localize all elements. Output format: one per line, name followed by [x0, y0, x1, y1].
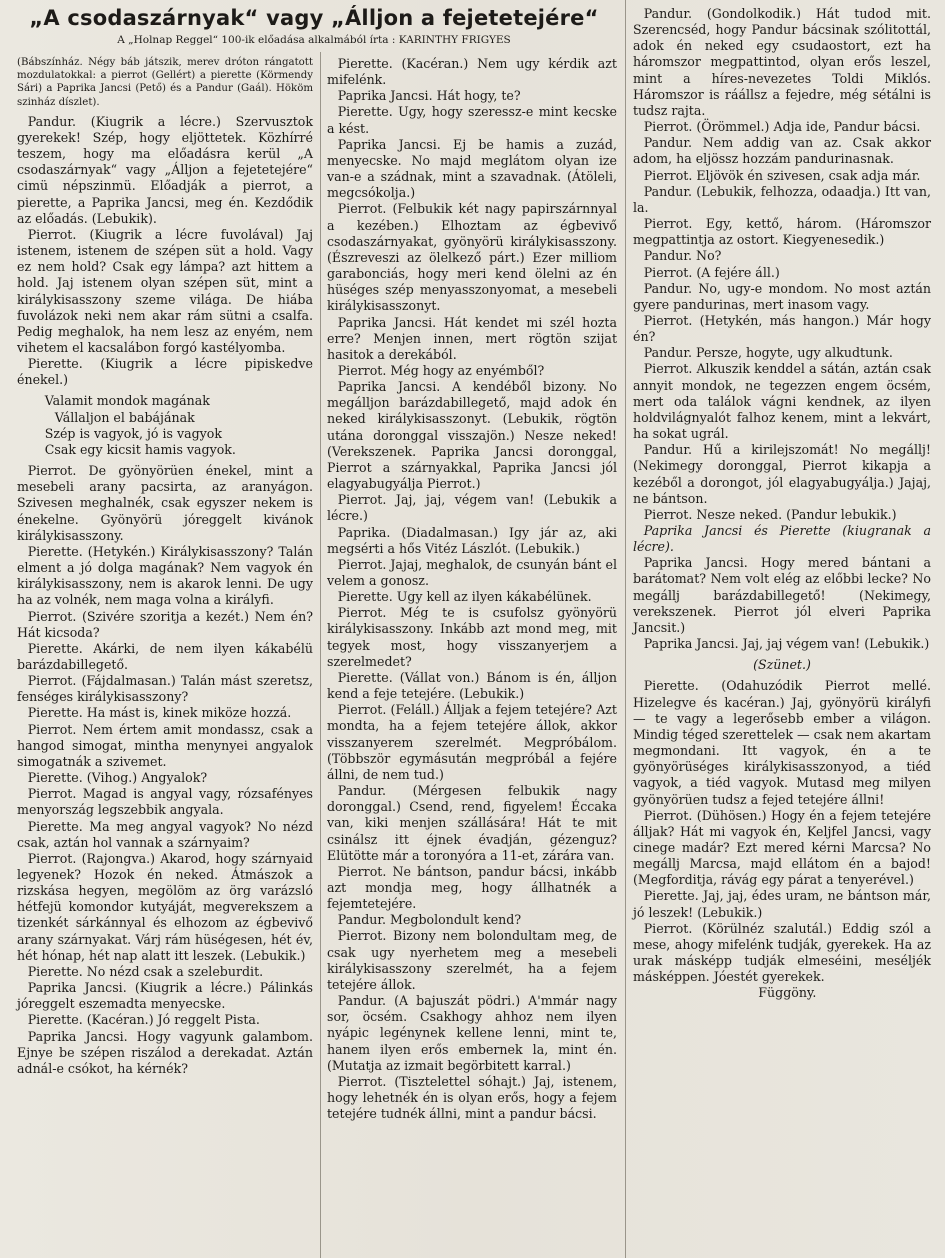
- dialogue-line: Pandur. No, ugy-e mondom. No most aztán gyere pandurinas, mert inasom vagy.: [633, 280, 931, 312]
- dialogue-line: Pierrot. Alkuszik kenddel a sátán, aztán csak annyit mondok, ne tegezzen engem öcsém, mert oda találok vágni kendnek, az ilyen holdvilágnyalót falhoz kenem, mint a lekvárt, ha sokat ugrál.: [633, 361, 931, 442]
- dialogue-line: Pierrot. (Tisztelettel sóhajt.) Jaj, istenem, hogy lehetnék én is olyan erős, hogy a fejem tetejére tudnék állni, mint a pandur bácsi.: [327, 1073, 617, 1122]
- dialogue-line: Pierette. No nézd csak a szeleburdit.: [27, 963, 264, 979]
- dialogue-line: Paprika Jancsi. (Kiugrik a lécre.) Pálinkás jóreggelt eszemadta menyecske.: [17, 980, 313, 1012]
- dialogue-line: Paprika Jancsi. Ej be hamis a zuzád, menyecske. No majd meglátom olyan ize van-e a szádnak, mint a szavadnak. (Átöleli, megcsókolja.): [327, 136, 617, 201]
- dialogue-line: Pierrot. (Körülnéz szalutál.) Eddig szól a mese, ahogy mifelénk tudják, gyerekek. Ha az urak másképp tudják elmeséini, meséljék másképpen. Jóestét gyerekek.: [633, 920, 931, 985]
- dialogue-line: Pierrot. Jaj, jaj, végem van! (Lebukik a lécre.): [327, 492, 617, 524]
- dialogue-line: Pierrot. Egy, kettő, három. (Háromszor megpattintja az ostort. Kiegyenesedik.): [633, 216, 931, 248]
- dialogue-line: Pandur. (Kiugrik a lécre.) Szervusztok gyerekek! Szép, hogy eljöttetek. Közhírré teszem, hogy ma előadásra kerül „A csodaszárnyak“ vagy „Álljon a fejetetejére“ cimü népszinmü. Előadják a pierrot, a pierette, a Paprika Jancsi, meg én. Kezdődik az előadás. (Lebukik).: [17, 113, 313, 226]
- dialogue-line: Pierette. Ha mást is, kinek miköze hozzá.: [27, 705, 292, 721]
- dialogue-line: Pierrot. (Feláll.) Álljak a fejem tetejére? Azt mondta, ha a fejem tetejére állok, akkor visszanyerem szerelmét. Megpróbálom. (Többször egymásután megpróbál a fejére állni, de nem tud.): [327, 702, 617, 782]
- intro-paragraph: (Bábszínház. Négy báb játszik, merev dróton rángatott mozdulatokkal: a pierrot (Gellért) a pierette (Körmendy Sári) a Paprika Jancsi (Pető) és a Pandur (Gaál). Hököm szinház díszlet).: [17, 57, 313, 108]
- dialogue-line: Pandur. (Gondolkodik.) Hát tudod mit. Szerencséd, hogy Pandur bácsinak szólitottál, adok én neked egy csudaostort, ezt ha háromszor megpattintod, olyan erős leszel, mint a híres-nevezetes Toldi Miklós. Háromszor is ráállsz a fejedre, még sétálni is tudsz rajta.: [633, 6, 931, 118]
- dialogue-line: Pierette. (Odahuzódik Pierrot mellé. Hizelegve és kacéran.) Jaj, gyönyörü királyfi — te vagy a legerősebb ember a világon. Mindig téged szerettelek — csak nem akartam megmondani. Itt vagyok, én a te gyönyörüséges királykisasszonyod, a tiéd vagyok, a tiéd vagyok. Mutasd meg milyen gyönyörüen tudsz a fejed tetejére állni!: [633, 678, 931, 807]
- dialogue-line: Pierrot. (Felbukik két nagy papirszárnnyal a kezében.) Elhoztam az égbevivő csodaszárnyakat, gyönyörü királykisasszony. (Észreveszi az ölelkező párt.) Ezer milliom garabonciás, hogy meri kend ölelni az én hüséges szép menyasszonyomat, a mesebeli királykisasszonyt.: [327, 201, 617, 314]
- dialogue-line: Pierrot. Eljövök én szivesen, csak adja már.: [643, 167, 921, 183]
- column-rule-1: [320, 52, 321, 1258]
- dialogue-line: Pandur. (Mérgesen felbukik nagy doronggal.) Csend, rend, figyelem! Éccaka van, kiki menjen szállására! Hát te mit csinálsz itt éjnek évadján, gézenguz? Elütötte már a toronyóra a 11-et, zárára van.: [327, 783, 617, 863]
- dialogue-line: Pandur. Hű a kirilejszomát! No megállj! (Nekimegy doronggal, Pierrot kikapja a kezéből a dorongot, jól elagyabugyálja.) Jajaj, ne bántson.: [633, 442, 931, 506]
- dialogue-line: Paprika. (Diadalmasan.) Igy jár az, aki megsérti a hős Vitéz Lászlót. (Lebukik.): [327, 524, 617, 556]
- article-title: „A csodaszárnyak“ vagy „Álljon a fejetetejére“: [29, 6, 599, 30]
- song-line: Csak egy kicsit hamis vagyok.: [44, 441, 236, 457]
- dialogue-line: Pierrot. De gyönyörüen énekel, mint a mesebeli arany pacsirta, az aranyágon. Szivesen meghalnék, csak egyszer nekem is énekelne. Gyönyörü jóreggelt kivánok királykisasszony.: [17, 463, 313, 543]
- dialogue-line: Pandur. (Lebukik, felhozza, odaadja.) Itt van, la.: [633, 183, 931, 215]
- dialogue-line: Pierrot. Magad is angyal vagy, rózsafényes menyország legszebbik angyala.: [17, 786, 313, 818]
- column-1: [17, 56, 313, 1077]
- curtain-ending: Függöny.: [758, 985, 817, 1001]
- dialogue-line: Pierette. Ma meg angyal vagyok? No nézd csak, aztán hol vannak a szárnyaim?: [17, 818, 313, 850]
- dialogue-line: Pierette. (Hetykén.) Királykisasszony? Talán elment a jó dolga magának? Nem vagyok én királykisasszony, nem is akarok lenni. De ugy ha az volnék, nem maga volna a királyfi.: [17, 543, 313, 608]
- dialogue-line: Pandur. Persze, hogyte, ugy alkudtunk.: [643, 345, 893, 361]
- dialogue-line: Pierette. (Vihog.) Angyalok?: [27, 770, 208, 786]
- dialogue-line: Paprika Jancsi. Hát hogy, te?: [337, 88, 521, 104]
- dialogue-line: Pierrot. (Kiugrik a lécre fuvolával) Jaj istenem, istenem de szépen süt a hold. Vagy ez nem hold? Csak egy lámpa? azt hittem a hold. Jaj istenem olyan szépen süt, mint a királykisasszony szeme világa. De hiába fuvolázok neki nem akar rám sütni a csalfa. Pedig meghalok, ha nem lesz az enyém, nem vihetem el kacsalábon forgó kastélyomba.: [17, 226, 313, 355]
- column-rule-2: [625, 0, 626, 1258]
- dialogue-line: Pierrot. Bizony nem bolondultam meg, de csak ugy nyerhetem meg a mesebeli királykisasszony szerelmét, ha a fejem tetejére állok.: [327, 928, 617, 992]
- dialogue-line: Pierette. Akárki, de nem ilyen kákabélü barázdabillegető.: [17, 640, 313, 672]
- dialogue-line: Pierrot. Még hogy az enyémből?: [337, 362, 545, 378]
- article-byline: A „Holnap Reggel“ 100-ik előadása alkalmából írta : KARINTHY FRIGYES: [117, 34, 511, 46]
- stage-direction: Paprika Jancsi és Pierette (kiugranak a lécre).: [633, 523, 931, 555]
- dialogue-line: Paprika Jancsi. Hát kendet mi szél hozta erre? Menjen innen, mert rögtön szijat hasitok a derekából.: [327, 314, 617, 362]
- dialogue-line: Pandur. No?: [643, 248, 722, 264]
- dialogue-line: Pierette. Ugy kell az ilyen kákabélünek.: [337, 589, 592, 605]
- dialogue-line: Pandur. (A bajuszát pödri.) A'mmár nagy sor, öcsém. Csakhogy ahhoz nem ilyen nyápic legénynek kellene lenni, mint te, hanem ilyen erős embernek la, mint én. (Mutatja az izmait begörbitett karral.): [327, 993, 617, 1073]
- dialogue-line: Pierrot. Ne bántson, pandur bácsi, inkább azt mondja meg, hogy állhatnék a fejemtetejére.: [327, 863, 617, 912]
- dialogue-line: Pierrot. (Dühösen.) Hogy én a fejem tetejére álljak? Hát mi vagyok én, Keljfel Jancsi, vagy cinege madár? Ezt mered kérni Marcsa? No megállj Marcsa, majd ellátom én a bajod! (Megforditja, rávág egy párat a tenyerével.): [633, 807, 931, 888]
- dialogue-line: Pandur. Megbolondult kend?: [337, 912, 522, 928]
- dialogue-line: Pierrot. Jajaj, meghalok, de csunyán bánt el velem a gonosz.: [327, 556, 617, 588]
- dialogue-line: Pandur. Nem addig van az. Csak akkor adom, ha eljössz hozzám pandurinasnak.: [633, 135, 931, 167]
- dialogue-line: Paprika Jancsi. A kendéből bizony. No megálljon barázdabillegető, majd adok én neked királykisasszonyt. (Lebukik, rögtön utána doronggal visszajön.) Nesze neked! (Verekszenek. Paprika Jancsi doronggal, Pierrot a szárnyakkal, Paprika Jancsi jól elagyabugyálja Pierrot.): [327, 379, 617, 492]
- dialogue-line: Pierrot. (A fejére áll.): [643, 264, 780, 280]
- dialogue-line: Pierette. (Kiugrik a lécre pipiskedve énekel.): [17, 356, 313, 388]
- song-line: Valamit mondok magának: [44, 393, 210, 409]
- dialogue-line: Pierette. Jaj, jaj, édes uram, ne bántson már, jó leszek! (Lebukik.): [633, 888, 931, 920]
- dialogue-line: Paprika Jancsi. Hogy vagyunk galambom. Ejnye be szépen riszálod a derekadat. Aztán adnál-e csókot, ha kérnék?: [17, 1028, 313, 1076]
- dialogue-line: Paprika Jancsi. Hogy mered bántani a barátomat? Nem volt elég az előbbi lecke? No megállj barázdabillegető! (Nekimegy, verekszenek. Pierrot jól elveri Paprika Jancsit.): [633, 555, 931, 635]
- dialogue-line: Pierrot. (Szivére szoritja a kezét.) Nem én? Hát kicsoda?: [17, 608, 313, 640]
- column-3: [633, 6, 931, 1002]
- dialogue-line: Pierrot. (Örömmel.) Adja ide, Pandur bácsi.: [643, 119, 921, 135]
- dialogue-line: Paprika Jancsi. Jaj, jaj végem van! (Lebukik.): [643, 636, 930, 652]
- pause-direction: (Szünet.): [753, 657, 811, 673]
- dialogue-line: Pierrot. Nem értem amit mondassz, csak a hangod simogat, mintha menynyei angyalok simogatnák a szivemet.: [17, 721, 313, 769]
- dialogue-line: Pierette. Ugy, hogy szeressz-e mint kecske a kést.: [327, 104, 617, 136]
- dialogue-line: Pierette. (Kacéran.) Jó reggelt Pista.: [27, 1012, 260, 1028]
- dialogue-line: Pierrot. (Hetykén, más hangon.) Már hogy én?: [633, 312, 931, 345]
- song-verse: [17, 393, 313, 458]
- dialogue-line: Pierette. (Vállat von.) Bánom is én, álljon kend a feje tetejére. (Lebukik.): [327, 669, 617, 702]
- dialogue-line: Pierette. (Kacéran.) Nem ugy kérdik azt mifelénk.: [327, 56, 617, 88]
- dialogue-line: Pierrot. Nesze neked. (Pandur lebukik.): [643, 506, 897, 522]
- dialogue-line: Pierrot. Még te is csufolsz gyönyörü királykisasszony. Inkább azt mond meg, mit tegyek most, hogy visszanyerjem a szerelmedet?: [327, 605, 617, 669]
- dialogue-line: Pierrot. (Fájdalmasan.) Talán mást szeretsz, fenséges királykisasszony?: [17, 673, 313, 705]
- dialogue-line: Pierrot. (Rajongva.) Akarod, hogy szárnyaid legyenek? Hozok én neked. Átmászok a rizskása hegyen, megölöm az örg varázsló hétfejü komondor kutyáját, megverekszem a tizenkét sárkánnyal és elhozom az égbevivő arany szárnyakat. Várj rám hüségesen, hét év, hét hónap, hét nap alatt itt leszek. (Lebukik.): [17, 850, 313, 963]
- song-line: Vállaljon el babájának: [54, 409, 195, 425]
- song-line: Szép is vagyok, jó is vagyok: [44, 425, 223, 441]
- column-2: [327, 56, 617, 1122]
